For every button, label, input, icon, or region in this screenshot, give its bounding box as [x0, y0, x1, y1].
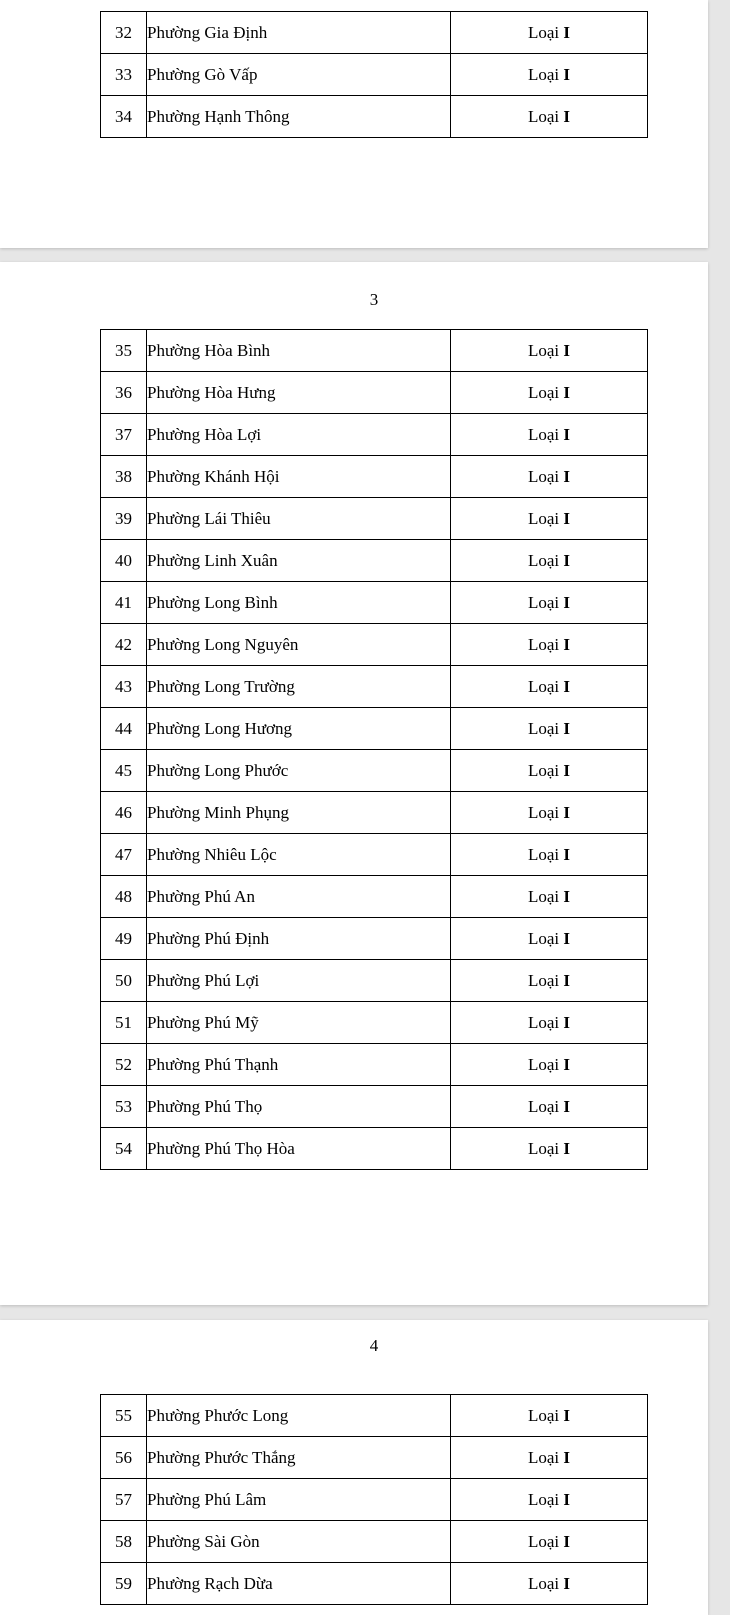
table-row	[101, 834, 648, 876]
classification-level: I	[563, 1489, 571, 1509]
table-row	[101, 918, 648, 960]
row-number: 51	[101, 1002, 147, 1044]
table-row	[101, 372, 648, 414]
ward-name: Phường Lái Thiêu	[147, 498, 451, 540]
classification-label: Loại	[527, 64, 560, 84]
ward-classification	[451, 54, 648, 96]
ward-classification	[451, 1128, 648, 1170]
page-number: 3	[369, 290, 379, 309]
classification-level: I	[563, 1573, 571, 1593]
classification-level: I	[563, 1447, 571, 1467]
row-number: 40	[101, 540, 147, 582]
classification-label: Loại	[527, 424, 560, 444]
classification-level: I	[563, 1012, 571, 1032]
classification-level: I	[563, 1405, 571, 1425]
row-number: 53	[101, 1086, 147, 1128]
ward-classification	[451, 1395, 648, 1437]
table-row	[101, 708, 648, 750]
ward-name: Phường Long Trường	[147, 666, 451, 708]
ward-classification	[451, 624, 648, 666]
table-row	[101, 96, 648, 138]
classification-label: Loại	[527, 1054, 560, 1074]
ward-classification	[451, 918, 648, 960]
ward-name: Phường Phú Định	[147, 918, 451, 960]
ward-classification	[451, 834, 648, 876]
ward-name: Phường Long Bình	[147, 582, 451, 624]
table-row	[101, 582, 648, 624]
row-number: 44	[101, 708, 147, 750]
classification-level: I	[563, 1531, 571, 1551]
ward-classification	[451, 372, 648, 414]
ward-classification	[451, 666, 648, 708]
classification-label: Loại	[527, 550, 560, 570]
classification-label: Loại	[527, 1447, 560, 1467]
row-number: 45	[101, 750, 147, 792]
ward-classification	[451, 876, 648, 918]
ward-name: Phường Rạch Dừa	[147, 1563, 451, 1605]
classification-label: Loại	[527, 1012, 560, 1032]
table-row	[101, 792, 648, 834]
ward-classification	[451, 1479, 648, 1521]
classification-level: I	[563, 106, 571, 126]
ward-table	[100, 11, 648, 138]
classification-level: I	[563, 592, 571, 612]
ward-name: Phường Khánh Hội	[147, 456, 451, 498]
ward-name: Phường Phú Thạnh	[147, 1044, 451, 1086]
row-number: 57	[101, 1479, 147, 1521]
classification-label: Loại	[527, 22, 560, 42]
table-row	[101, 1563, 648, 1605]
ward-name: Phường Long Hương	[147, 708, 451, 750]
row-number: 33	[101, 54, 147, 96]
ward-name: Phường Phú An	[147, 876, 451, 918]
row-number: 52	[101, 1044, 147, 1086]
ward-classification	[451, 540, 648, 582]
row-number: 42	[101, 624, 147, 666]
classification-label: Loại	[527, 634, 560, 654]
classification-level: I	[563, 508, 571, 528]
classification-level: I	[563, 64, 571, 84]
table-row	[101, 1437, 648, 1479]
table-row	[101, 624, 648, 666]
ward-classification	[451, 1437, 648, 1479]
ward-name: Phường Linh Xuân	[147, 540, 451, 582]
row-number: 43	[101, 666, 147, 708]
classification-level: I	[563, 22, 571, 42]
ward-classification	[451, 12, 648, 54]
table-row	[101, 750, 648, 792]
classification-level: I	[563, 844, 571, 864]
classification-level: I	[563, 970, 571, 990]
table-row	[101, 330, 648, 372]
ward-classification	[451, 456, 648, 498]
row-number: 32	[101, 12, 147, 54]
classification-level: I	[563, 1096, 571, 1116]
document-page	[0, 1320, 708, 1615]
ward-classification	[451, 330, 648, 372]
table-row	[101, 540, 648, 582]
classification-label: Loại	[527, 1138, 560, 1158]
row-number: 39	[101, 498, 147, 540]
ward-name: Phường Sài Gòn	[147, 1521, 451, 1563]
row-number: 37	[101, 414, 147, 456]
classification-label: Loại	[527, 718, 560, 738]
classification-label: Loại	[527, 844, 560, 864]
table-row	[101, 960, 648, 1002]
classification-level: I	[563, 1138, 571, 1158]
ward-name: Phường Phước Long	[147, 1395, 451, 1437]
ward-name: Phường Nhiêu Lộc	[147, 834, 451, 876]
table-row	[101, 54, 648, 96]
classification-label: Loại	[527, 1096, 560, 1116]
ward-classification	[451, 708, 648, 750]
ward-classification	[451, 960, 648, 1002]
classification-level: I	[563, 928, 571, 948]
ward-classification	[451, 750, 648, 792]
row-number: 47	[101, 834, 147, 876]
classification-label: Loại	[527, 970, 560, 990]
ward-classification	[451, 582, 648, 624]
classification-label: Loại	[527, 802, 560, 822]
classification-label: Loại	[527, 466, 560, 486]
ward-table	[100, 1394, 648, 1605]
ward-name: Phường Phú Thọ	[147, 1086, 451, 1128]
ward-name: Phường Phước Thắng	[147, 1437, 451, 1479]
ward-classification	[451, 1563, 648, 1605]
classification-level: I	[563, 676, 571, 696]
table-row	[101, 1002, 648, 1044]
page-number: 4	[369, 1336, 379, 1355]
ward-name: Phường Hòa Lợi	[147, 414, 451, 456]
classification-level: I	[563, 886, 571, 906]
row-number: 49	[101, 918, 147, 960]
ward-classification	[451, 498, 648, 540]
ward-name: Phường Phú Thọ Hòa	[147, 1128, 451, 1170]
classification-label: Loại	[527, 886, 560, 906]
classification-label: Loại	[527, 1531, 560, 1551]
classification-level: I	[563, 466, 571, 486]
classification-label: Loại	[527, 1405, 560, 1425]
row-number: 59	[101, 1563, 147, 1605]
row-number: 38	[101, 456, 147, 498]
classification-label: Loại	[527, 760, 560, 780]
row-number: 36	[101, 372, 147, 414]
ward-classification	[451, 1044, 648, 1086]
table-row	[101, 666, 648, 708]
table-row	[101, 456, 648, 498]
document-page	[0, 262, 708, 1305]
classification-level: I	[563, 718, 571, 738]
row-number: 48	[101, 876, 147, 918]
ward-classification	[451, 1086, 648, 1128]
ward-classification	[451, 414, 648, 456]
table-row	[101, 876, 648, 918]
table-row	[101, 414, 648, 456]
ward-name: Phường Phú Mỹ	[147, 1002, 451, 1044]
row-number: 46	[101, 792, 147, 834]
ward-classification	[451, 1002, 648, 1044]
ward-classification	[451, 792, 648, 834]
table-row	[101, 498, 648, 540]
document-page	[0, 0, 708, 248]
ward-name: Phường Gò Vấp	[147, 54, 451, 96]
table-row	[101, 1128, 648, 1170]
classification-label: Loại	[527, 1489, 560, 1509]
ward-classification	[451, 1521, 648, 1563]
classification-level: I	[563, 1054, 571, 1074]
table-row	[101, 1521, 648, 1563]
row-number: 34	[101, 96, 147, 138]
ward-table	[100, 329, 648, 1170]
classification-label: Loại	[527, 592, 560, 612]
classification-label: Loại	[527, 676, 560, 696]
classification-level: I	[563, 340, 571, 360]
classification-level: I	[563, 634, 571, 654]
classification-level: I	[563, 424, 571, 444]
classification-level: I	[563, 550, 571, 570]
ward-name: Phường Phú Lợi	[147, 960, 451, 1002]
row-number: 56	[101, 1437, 147, 1479]
row-number: 54	[101, 1128, 147, 1170]
ward-name: Phường Gia Định	[147, 12, 451, 54]
table-row	[101, 1395, 648, 1437]
ward-name: Phường Minh Phụng	[147, 792, 451, 834]
table-row	[101, 12, 648, 54]
ward-name: Phường Long Phước	[147, 750, 451, 792]
ward-name: Phường Long Nguyên	[147, 624, 451, 666]
classification-label: Loại	[527, 382, 560, 402]
classification-label: Loại	[527, 340, 560, 360]
classification-label: Loại	[527, 508, 560, 528]
table-row	[101, 1044, 648, 1086]
row-number: 55	[101, 1395, 147, 1437]
row-number: 41	[101, 582, 147, 624]
ward-name: Phường Phú Lâm	[147, 1479, 451, 1521]
row-number: 35	[101, 330, 147, 372]
table-row	[101, 1479, 648, 1521]
classification-level: I	[563, 382, 571, 402]
table-row	[101, 1086, 648, 1128]
classification-label: Loại	[527, 1573, 560, 1593]
row-number: 58	[101, 1521, 147, 1563]
classification-label: Loại	[527, 106, 560, 126]
classification-level: I	[563, 802, 571, 822]
ward-name: Phường Hòa Bình	[147, 330, 451, 372]
classification-label: Loại	[527, 928, 560, 948]
ward-name: Phường Hòa Hưng	[147, 372, 451, 414]
row-number: 50	[101, 960, 147, 1002]
classification-level: I	[563, 760, 571, 780]
ward-classification	[451, 96, 648, 138]
ward-name: Phường Hạnh Thông	[147, 96, 451, 138]
